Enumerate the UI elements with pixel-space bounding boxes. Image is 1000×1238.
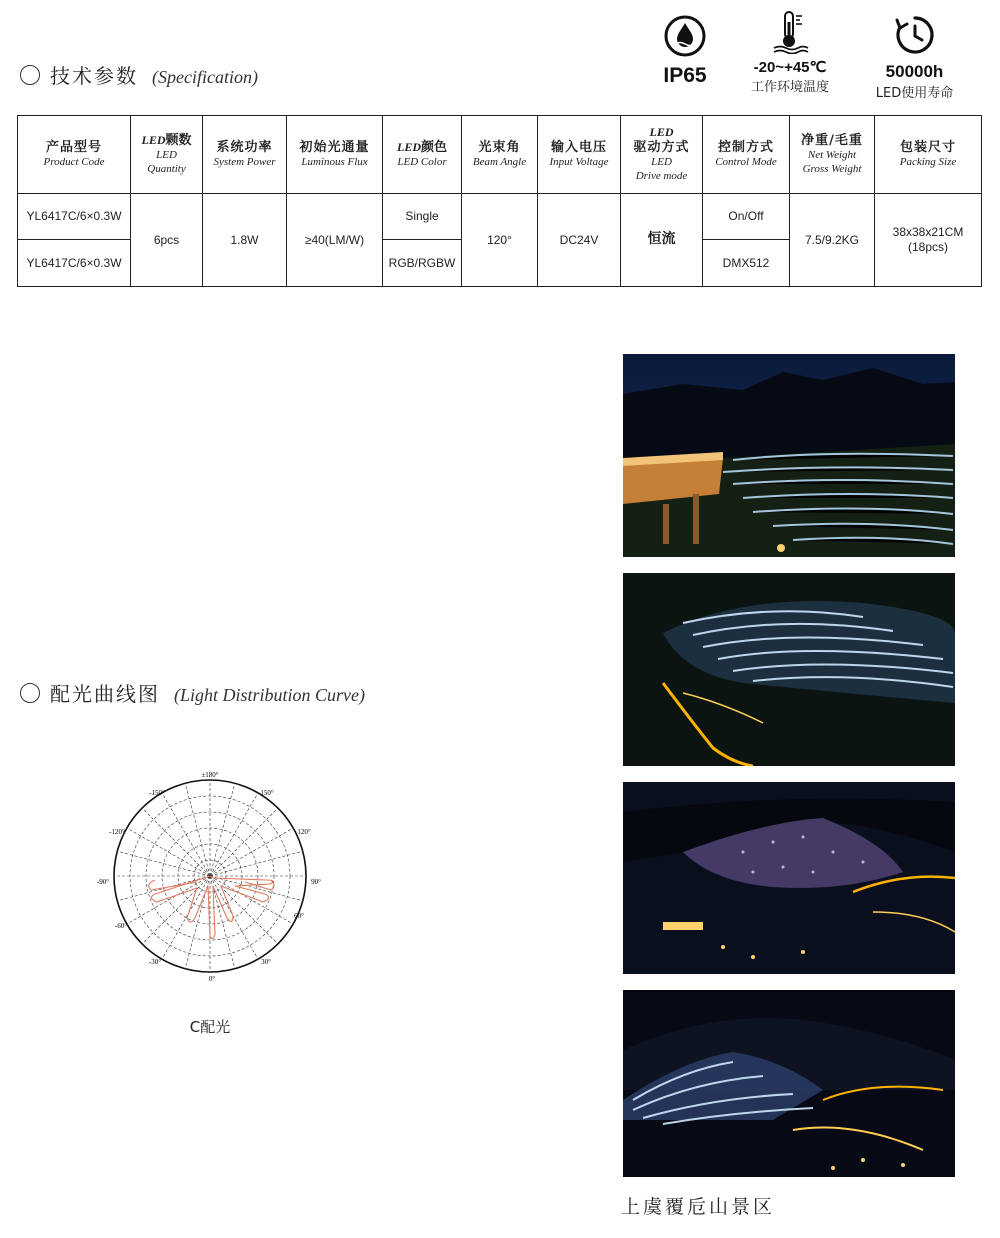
badge-ip65-text: IP65 (663, 64, 707, 87)
header-system-power: 系统功率 System Power (203, 116, 287, 194)
badge-lifetime-value: 50000h (885, 62, 944, 81)
spec-table (17, 115, 982, 287)
polar-spoke (185, 783, 210, 876)
cell-control-2: DMX512 (703, 240, 790, 287)
cell-packing-size: 38x38x21CM (892, 225, 964, 239)
curve-section-title (20, 678, 365, 707)
cell-control-1: On/Off (703, 194, 790, 240)
badge-lifetime (862, 14, 967, 101)
spec-section-title (20, 60, 258, 89)
polar-label-90: 90° (311, 878, 321, 886)
photo-terraces-aerial-1 (623, 573, 955, 766)
polar-diagram (95, 768, 325, 988)
polar-label-m90: -90° (96, 878, 110, 886)
polar-label-180: ±180° (201, 771, 219, 779)
cell-product-code-1: YL6417C/6×0.3W (18, 194, 131, 240)
polar-label-m150: -150° (149, 789, 165, 797)
polar-spoke (210, 793, 258, 876)
photo-terraces-aerial-2 (623, 782, 955, 974)
polar-spoke (127, 876, 210, 924)
cell-voltage: DC24V (538, 194, 621, 287)
header-beam-angle: 光束角 Beam Angle (462, 116, 538, 194)
table-header-row (18, 116, 982, 194)
polar-caption: C配光 (189, 1018, 231, 1036)
curve-title-zh: 配光曲线图 (50, 682, 160, 706)
polar-spoke (210, 876, 258, 959)
polar-spoke (142, 808, 210, 876)
badge-lifetime-label: LED使用寿命 (875, 86, 954, 101)
cell-beam: 120° (462, 194, 538, 287)
header-weight: 净重/毛重 Net Weight Gross Weight (790, 116, 875, 194)
cell-power: 1.8W (203, 194, 287, 287)
polar-label-m30: -30° (148, 958, 162, 966)
cell-product-code-2: YL6417C/6×0.3W (18, 240, 131, 287)
water-drop-icon (663, 14, 707, 58)
spec-title-en: (Specification) (152, 67, 258, 87)
cell-quantity: 6pcs (131, 194, 203, 287)
badge-temperature-label: 工作环境温度 (750, 80, 829, 95)
cell-drive: 恒流 (621, 194, 703, 287)
polar-label-30: 30° (261, 958, 271, 966)
polar-spoke (210, 828, 293, 876)
cell-weight: 7.5/9.2KG (790, 194, 875, 287)
polar-spoke (162, 793, 210, 876)
cell-color-1: Single (383, 194, 462, 240)
header-led-quantity: LED颗数 LED Quantity (131, 116, 203, 194)
polar-spoke (162, 876, 210, 959)
cell-packing (875, 194, 982, 287)
photo-caption: 上虞覆卮山景区 (621, 1196, 776, 1218)
clock-icon (894, 14, 936, 56)
header-packing-size: 包装尺寸 Packing Size (875, 116, 982, 194)
thermometer-icon (770, 10, 810, 54)
curve-title-en: (Light Distribution Curve) (174, 685, 366, 705)
spec-title-zh: 技术参数 (50, 64, 138, 88)
polar-spoke (127, 828, 210, 876)
badge-temperature (735, 10, 845, 95)
polar-label-120: 120° (297, 828, 311, 836)
circle-bullet-icon (20, 65, 40, 85)
polar-label-0: 0° (208, 975, 216, 983)
polar-spoke (210, 808, 278, 876)
table-row (18, 194, 982, 240)
header-led-color: LED颜色 LED Color (383, 116, 462, 194)
photo-terraces-viewing-platform (623, 354, 955, 557)
polar-label-60: 60° (294, 912, 304, 920)
photo-terraces-aerial-3 (623, 990, 955, 1177)
polar-spoke (210, 851, 303, 876)
header-product-code: 产品型号 Product Code (18, 116, 131, 194)
cell-packing-count: (18pcs) (907, 240, 948, 254)
cell-color-2: RGB/RGBW (383, 240, 462, 287)
polar-label-m60: -60° (114, 922, 128, 930)
badge-ip65 (645, 14, 725, 88)
polar-spoke (210, 783, 235, 876)
header-input-voltage: 输入电压 Input Voltage (538, 116, 621, 194)
polar-chart (95, 768, 325, 988)
polar-label-m120: -120° (109, 828, 125, 836)
header-drive-mode: LED 驱动方式 LED Drive mode (621, 116, 703, 194)
polar-spoke (117, 851, 210, 876)
polar-spoke (210, 876, 293, 924)
header-control-mode: 控制方式 Control Mode (703, 116, 790, 194)
circle-bullet-icon (20, 683, 40, 703)
badge-temperature-value: -20~+45℃ (753, 59, 827, 76)
polar-label-150: 150° (260, 789, 274, 797)
header-luminous-flux: 初始光通量 Luminous Flux (287, 116, 383, 194)
cell-flux: ≥40(LM/W) (287, 194, 383, 287)
